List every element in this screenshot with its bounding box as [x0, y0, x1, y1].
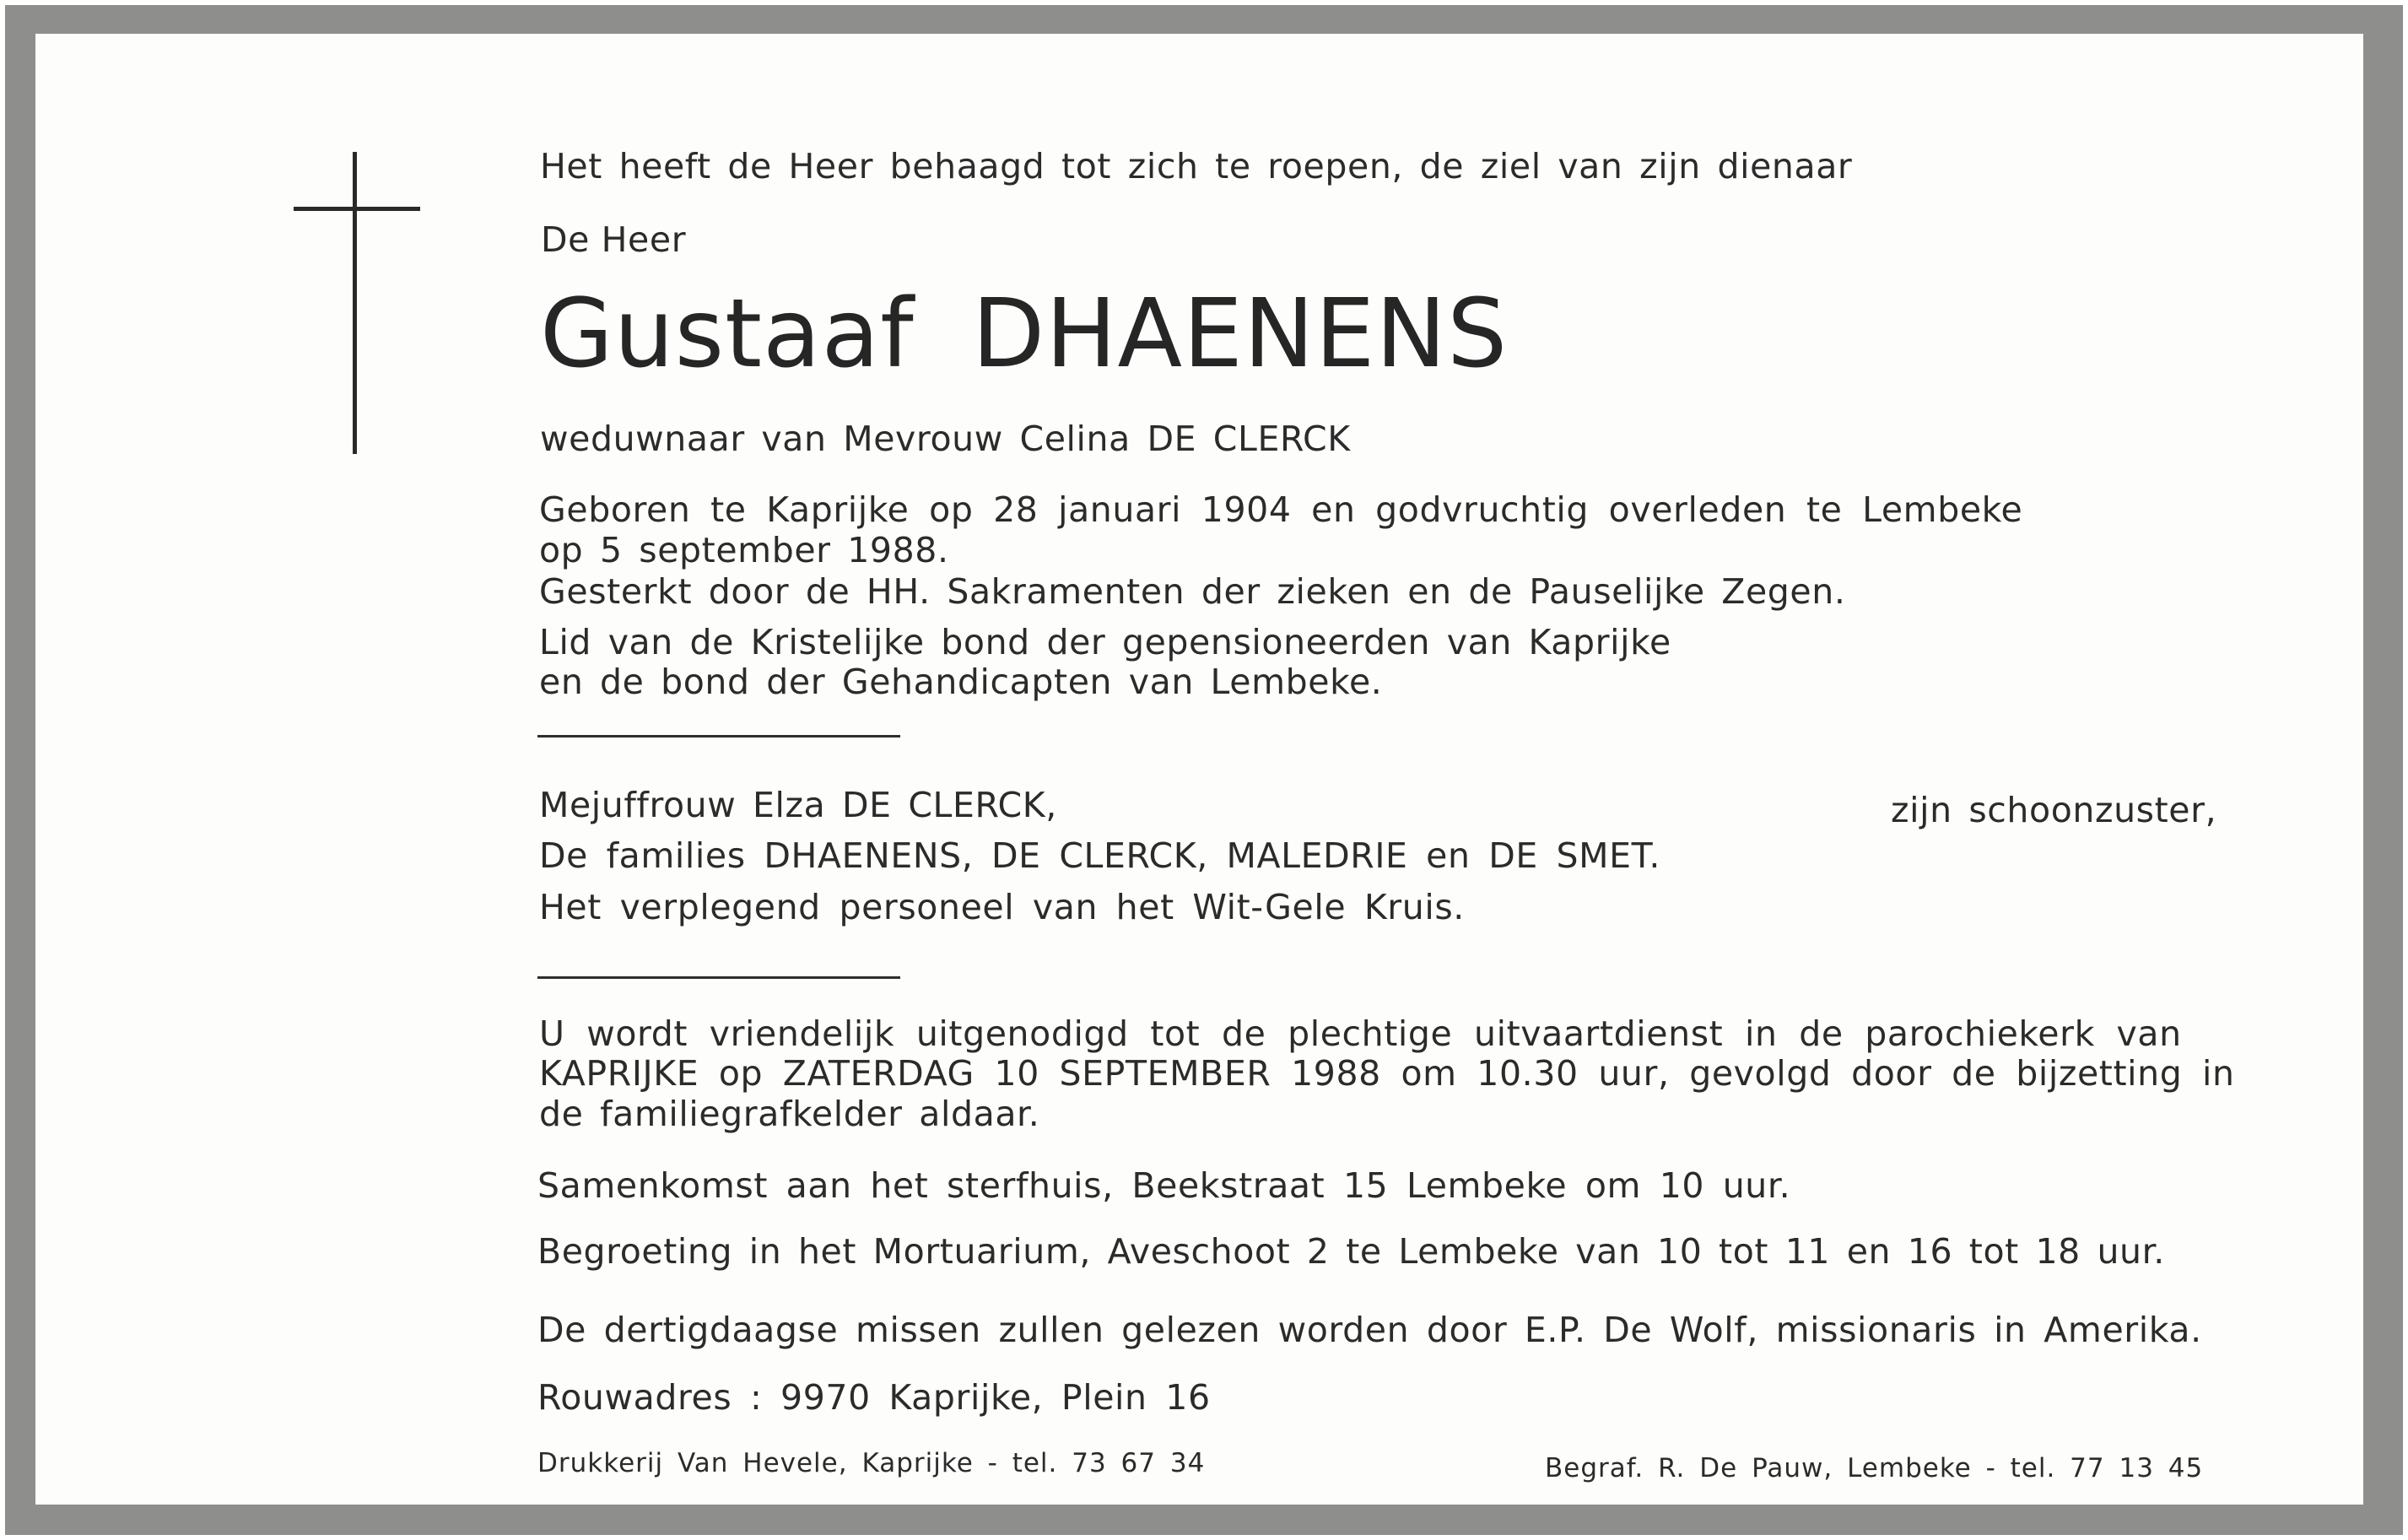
first-name: Gustaaf [540, 279, 915, 389]
invitation-line: de familiegrafkelder aldaar. [539, 1094, 1040, 1134]
mourner-line: De families DHAENENS, DE CLERCK, MALEDRIE en DE SMET. [539, 835, 1661, 876]
undertaker-credit: Begraf. R. De Pauw, Lembeke - tel. 77 13 45 [1545, 1453, 2204, 1483]
divider [537, 735, 900, 738]
mourner-line: Het verplegend personeel van het Wit-Gele Kruis. [539, 887, 1465, 927]
cross-icon [353, 152, 357, 454]
cross-icon-bar [294, 207, 420, 211]
masses-text: De dertigdaagse missen zullen gelezen worden door E.P. De Wolf, missionaris in Amerika. [537, 1310, 2202, 1350]
memorial-card [35, 34, 2363, 1505]
widower-line: weduwnaar van Mevrouw Celina DE CLERCK [540, 419, 1351, 459]
bio-line: Geboren te Kaprijke op 28 januari 1904 en godvruchtig overleden te Lembeke [539, 489, 2023, 530]
divider [537, 976, 900, 979]
viewing-text: Begroeting in het Mortuarium, Aveschoot 2 te Lembeke van 10 tot 11 en 16 tot 18 uur. [537, 1231, 2165, 1272]
mourner-relation: zijn schoonzuster, [1891, 790, 2217, 830]
intro-text: Het heeft de Heer behaagd tot zich te roepen, de ziel van zijn dienaar [540, 146, 1853, 186]
address-text: Rouwadres : 9970 Kaprijke, Plein 16 [537, 1377, 1211, 1418]
gathering-text: Samenkomst aan het sterfhuis, Beekstraat 15 Lembeke om 10 uur. [537, 1165, 1791, 1206]
invitation-line: KAPRIJKE op ZATERDAG 10 SEPTEMBER 1988 om 10.30 uur, gevolgd door de bijzetting in [539, 1053, 2235, 1094]
mourner-line: Mejuffrouw Elza DE CLERCK, [539, 785, 1057, 825]
honorific: De Heer [541, 219, 687, 260]
printer-credit: Drukkerij Van Hevele, Kaprijke - tel. 73 67 34 [537, 1448, 1206, 1478]
invitation-line: U wordt vriendelijk uitgenodigd tot de plechtige uitvaartdienst in de parochiekerk van [539, 1013, 2182, 1054]
bio-line: op 5 september 1988. [539, 530, 949, 570]
surname: DHAENENS [972, 279, 1509, 389]
bio-line: Gesterkt door de HH. Sakramenten der zieken en de Pauselijke Zegen. [539, 571, 1846, 612]
bio-line: Lid van de Kristelijke bond der gepensioneerden van Kaprijke [539, 622, 1671, 662]
bio-line: en de bond der Gehandicapten van Lembeke. [539, 662, 1383, 702]
